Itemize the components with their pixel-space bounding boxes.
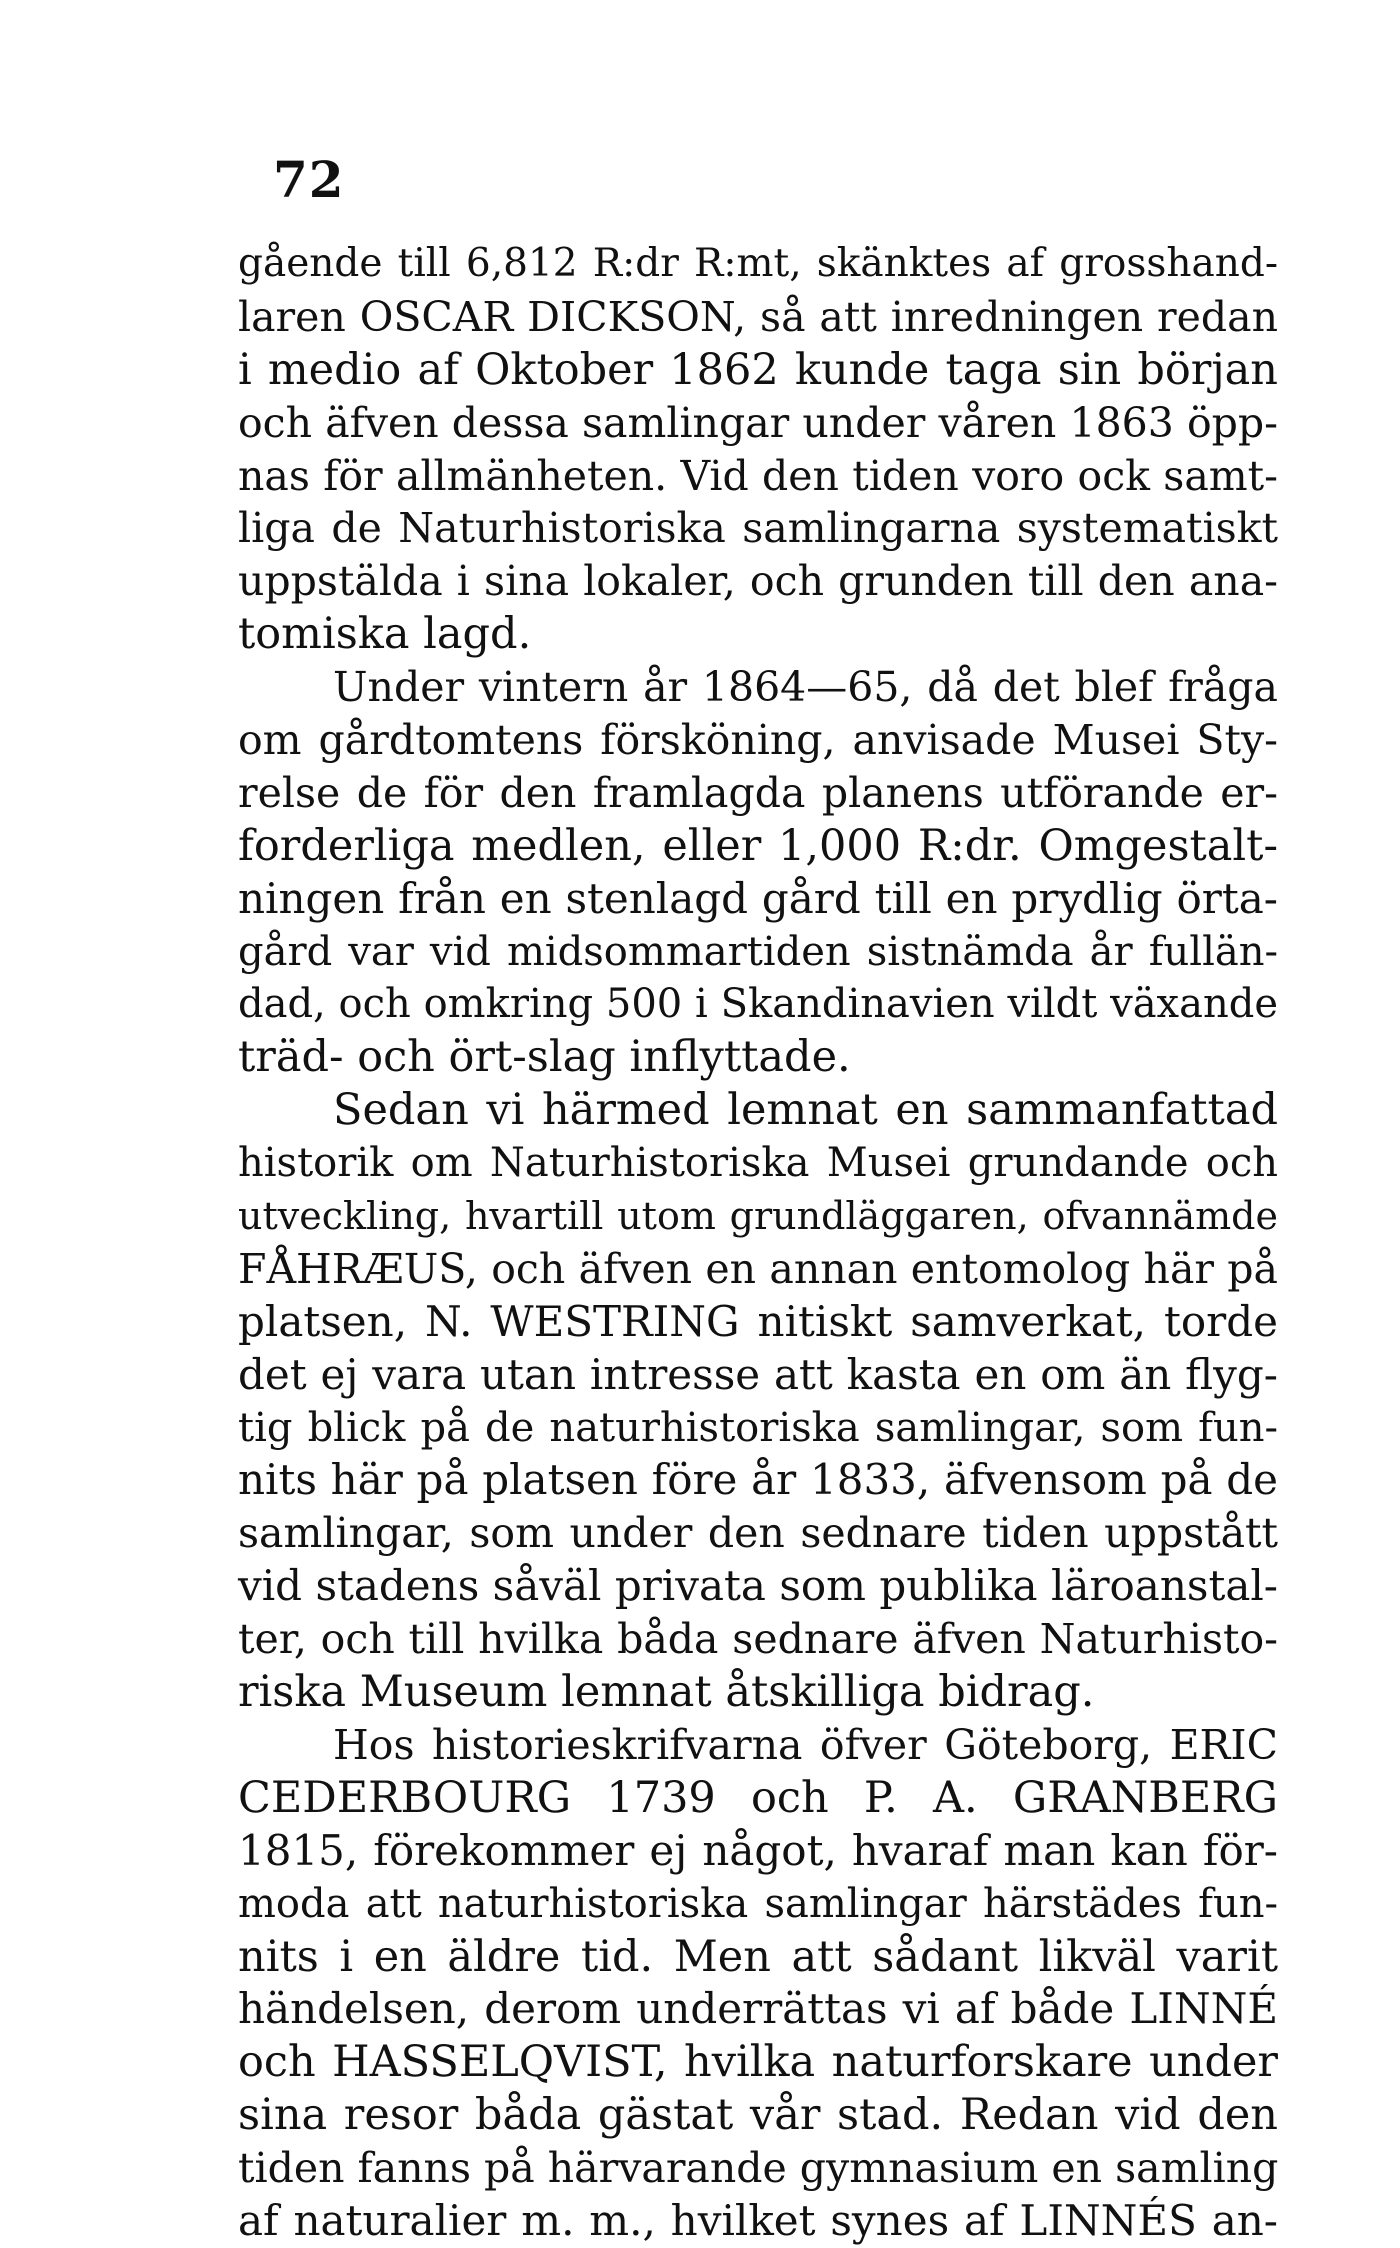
- text-line: sina resor båda gästat vår stad. Redan vid den: [238, 2090, 1278, 2141]
- text-line: ningen från en stenlagd gård till en prydlig örta-: [238, 873, 1278, 923]
- text-line: nas för allmänheten. Vid den tiden voro ock samt-: [238, 451, 1278, 500]
- text-line: utveckling, hvartill utom grundläggaren, ofvannämde: [238, 1194, 1278, 1239]
- text-line: och HASSELQVIST, hvilka naturforskare under: [238, 2037, 1278, 2088]
- text-line: om gårdtomtens försköning, anvisade Musei Sty-: [238, 716, 1278, 765]
- text-line: vid stadens såväl privata som publika läroanstal-: [238, 1561, 1278, 1611]
- text-line: Under vintern år 1864—65, då det blef fråga: [333, 663, 1278, 712]
- text-line: liga de Naturhistoriska samlingarna systematiskt: [238, 504, 1278, 553]
- text-line: gående till 6,812 R:dr R:mt, skänktes af grosshand-: [238, 241, 1278, 286]
- text-line: 1815, förekommer ej något, hvaraf man kan för-: [238, 1825, 1278, 1875]
- text-line: riska Museum lemnat åtskilliga bidrag.: [238, 1667, 1095, 1718]
- text-line: nits i en äldre tid. Men att sådant likväl varit: [238, 1931, 1278, 1982]
- text-line: ter, och till hvilka båda sednare äfven Naturhisto-: [238, 1615, 1278, 1664]
- text-line: Hos historieskrifvarna öfver Göteborg, ERIC: [333, 1720, 1278, 1769]
- text-line: af naturalier m. m., hvilket synes af LINNÉS an-: [238, 2195, 1278, 2245]
- text-line: Sedan vi härmed lemnat en sammanfattad: [333, 1085, 1278, 1136]
- body-text: [238, 238, 1278, 2248]
- text-line: dad, och omkring 500 i Skandinavien vildt växande: [238, 981, 1278, 1028]
- text-line: tiden fanns på härvarande gymnasium en samling: [238, 2144, 1279, 2193]
- text-line: gård var vid midsommartiden sistnämda år fullän-: [238, 928, 1278, 975]
- text-line: laren OSCAR DICKSON, så att inredningen redan: [238, 292, 1278, 341]
- text-line: samlingar, som under den sednare tiden uppstått: [238, 1509, 1278, 1558]
- text-line: i medio af Oktober 1862 kunde taga sin början: [238, 344, 1278, 395]
- text-line: forderliga medlen, eller 1,000 R:dr. Omgestalt-: [238, 820, 1278, 871]
- text-line: moda att naturhistoriska samlingar härstädes fun-: [238, 1880, 1278, 1927]
- text-line: träd- och ört-slag inflyttade.: [238, 1032, 851, 1083]
- text-line: tomiska lagd.: [238, 609, 532, 660]
- text-line: händelsen, derom underrättas vi af både LINNÉ: [238, 1984, 1278, 2034]
- text-line: det ej vara utan intresse att kasta en om än flyg-: [238, 1349, 1278, 1399]
- text-line: uppstälda i sina lokaler, och grunden till den ana-: [238, 557, 1278, 606]
- text-line: CEDERBOURG 1739 och P. A. GRANBERG: [238, 1772, 1278, 1823]
- text-line: historik om Naturhistoriska Musei grundande och: [238, 1140, 1278, 1187]
- page-number: 72: [273, 150, 345, 209]
- text-line: tig blick på de naturhistoriska samlingar, som fun-: [238, 1404, 1278, 1451]
- text-line: platsen, N. WESTRING nitiskt samverkat, torde: [238, 1296, 1278, 1346]
- text-line: nits här på platsen före år 1833, äfvensom på de: [238, 1455, 1278, 1505]
- text-line: och äfven dessa samlingar under våren 1863 öpp-: [238, 398, 1278, 447]
- text-line: FÅHRÆUS, och äfven en annan entomolog här på: [238, 1244, 1278, 1293]
- text-line: relse de för den framlagda planens utförande er-: [238, 768, 1278, 817]
